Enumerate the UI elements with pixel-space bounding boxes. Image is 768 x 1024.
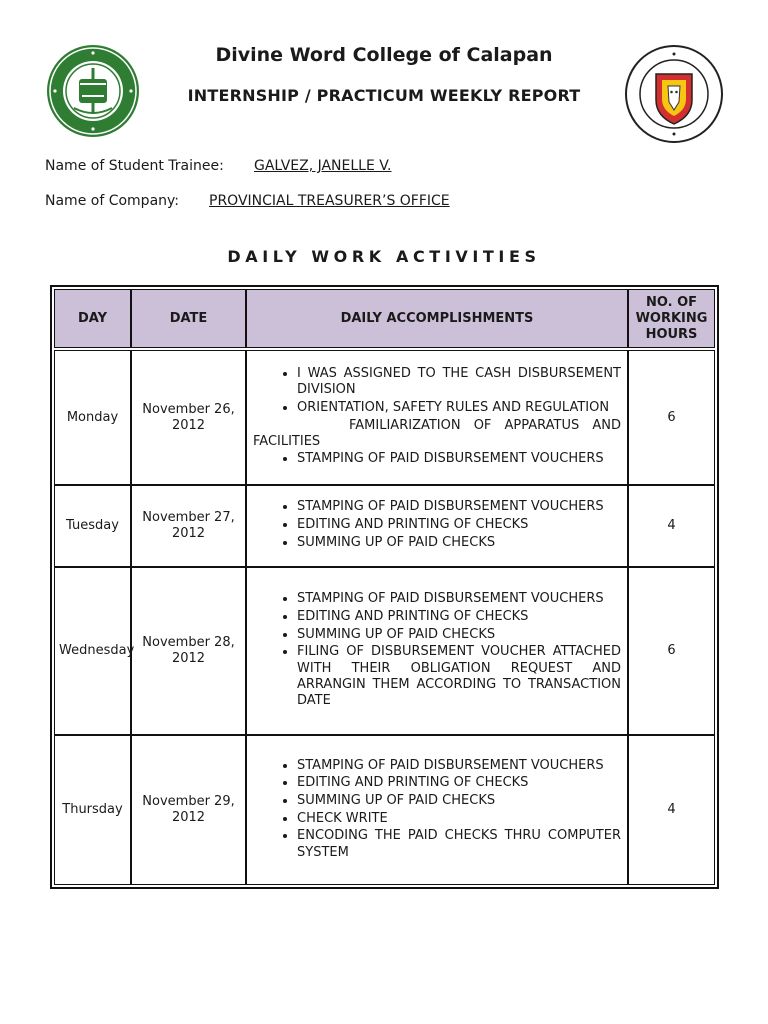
company-row <box>45 193 450 209</box>
hours-cell: 6 <box>628 567 715 735</box>
school-name: Divine Word College of Calapan <box>215 44 553 66</box>
section-title: DAILY WORK ACTIVITIES <box>227 247 541 266</box>
hours-cell: 4 <box>628 735 715 885</box>
student-trainee-label: Name of Student Trainee: <box>45 158 224 174</box>
province-seal-icon <box>624 44 724 144</box>
list-item: • EDITING AND PRINTING OF CHECKS <box>297 517 621 533</box>
header-accomplishments: DAILY ACCOMPLISHMENTS <box>246 289 628 348</box>
date-cell: November 27, 2012 <box>131 485 246 567</box>
table-header-row <box>54 289 715 348</box>
report-title: INTERNSHIP / PRACTICUM WEEKLY REPORT <box>187 86 581 105</box>
list-item: • I WAS ASSIGNED TO THE CASH DISBURSEMENT DIVISION <box>297 366 621 398</box>
list-item: • ENCODING THE PAID CHECKS THRU COMPUTER SYSTEM <box>297 828 621 860</box>
company-label: Name of Company: <box>45 193 179 209</box>
list-item: • EDITING AND PRINTING OF CHECKS <box>297 775 621 791</box>
list-item: • STAMPING OF PAID DISBURSEMENT VOUCHERS <box>297 591 621 607</box>
list-item: FAMILIARIZATION OF APPARATUS AND FACILITIES <box>253 417 621 449</box>
table-row <box>54 567 715 735</box>
company-name: PROVINCIAL TREASURER’S OFFICE <box>209 193 450 209</box>
header-hours-line: WORKING <box>635 310 708 326</box>
list-item: • CHECK WRITE <box>297 811 621 827</box>
list-item: • SUMMING UP OF PAID CHECKS <box>297 793 621 809</box>
hours-cell: 6 <box>628 350 715 485</box>
table-row <box>54 350 715 485</box>
date-cell: November 28, 2012 <box>131 567 246 735</box>
activities-table-frame <box>50 285 719 889</box>
date-cell: November 29, 2012 <box>131 735 246 885</box>
list-item: • ORIENTATION, SAFETY RULES AND REGULATION <box>297 400 621 416</box>
list-item: • STAMPING OF PAID DISBURSEMENT VOUCHERS <box>297 451 621 467</box>
accomplishments-cell <box>246 485 628 567</box>
list-item: • STAMPING OF PAID DISBURSEMENT VOUCHERS <box>297 499 621 515</box>
list-item: • EDITING AND PRINTING OF CHECKS <box>297 609 621 625</box>
header-working-hours <box>628 289 715 348</box>
list-item: • FILING OF DISBURSEMENT VOUCHER ATTACHED WITH THEIR OBLIGATION REQUEST AND ARRANGIN THEM ACCORDING TO TRANSACTION DATE <box>297 644 621 709</box>
table-row <box>54 735 715 885</box>
accomplishments-cell <box>246 735 628 885</box>
student-trainee-row <box>45 158 392 174</box>
college-seal-icon <box>46 44 140 138</box>
list-item: • STAMPING OF PAID DISBURSEMENT VOUCHERS <box>297 758 621 774</box>
day-cell: Monday <box>54 350 131 485</box>
day-cell: Tuesday <box>54 485 131 567</box>
day-cell: Wednesday <box>54 567 131 735</box>
header-hours-line: NO. OF <box>645 294 698 310</box>
header-date: DATE <box>131 289 246 348</box>
list-item: • SUMMING UP OF PAID CHECKS <box>297 627 621 643</box>
day-cell: Thursday <box>54 735 131 885</box>
header-hours-line: HOURS <box>645 326 698 342</box>
hours-cell: 4 <box>628 485 715 567</box>
table-row <box>54 485 715 567</box>
accomplishments-cell <box>246 350 628 485</box>
student-trainee-name: GALVEZ, JANELLE V. <box>254 158 392 174</box>
accomplishments-cell <box>246 567 628 735</box>
activities-table <box>54 289 715 885</box>
date-cell: November 26, 2012 <box>131 350 246 485</box>
header-day: DAY <box>54 289 131 348</box>
list-item: • SUMMING UP OF PAID CHECKS <box>297 535 621 551</box>
